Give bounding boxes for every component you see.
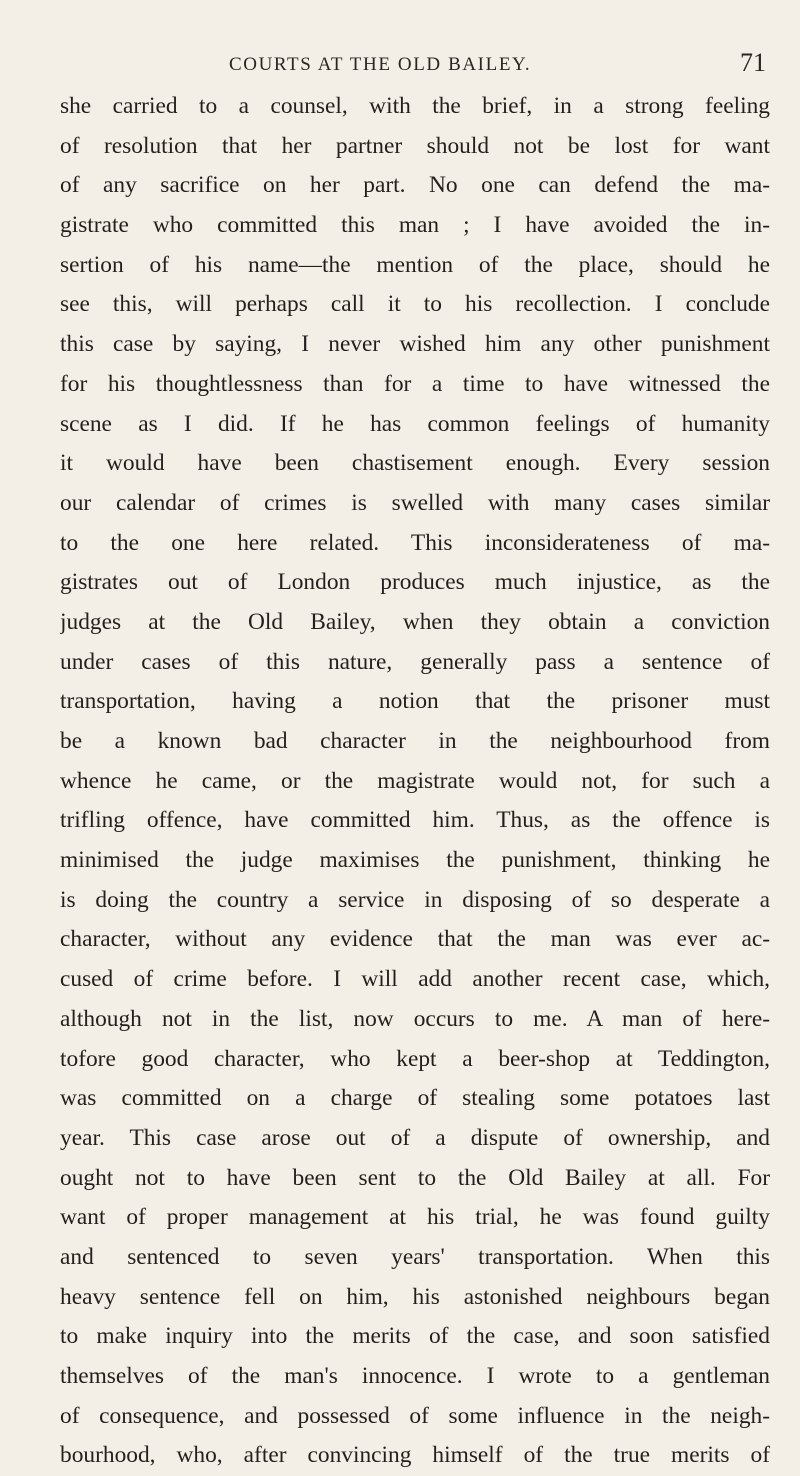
text-line: whence he came, or the magistrate would not, for such a xyxy=(60,767,770,794)
page-number: 71 xyxy=(740,48,766,77)
text-line: under cases of this nature, generally pass a sentence of xyxy=(60,648,770,675)
text-line: she carried to a counsel, with the brief, in a strong feeling xyxy=(60,93,770,119)
text-line: and sentenced to seven years' transportation. When this xyxy=(60,1243,770,1270)
text-line: our calendar of crimes is swelled with many cases similar xyxy=(60,489,770,516)
text-line: is doing the country a service in disposing of so desperate a xyxy=(60,886,770,913)
text-line: year. This case arose out of a dispute of ownership, and xyxy=(60,1124,770,1151)
text-line: for his thoughtlessness than for a time to have witnessed the xyxy=(60,370,770,397)
text-line: bourhood, who, after convincing himself of the true merits of xyxy=(60,1442,770,1469)
text-line: judges at the Old Bailey, when they obtain a conviction xyxy=(60,608,770,635)
text-line: tofore good character, who kept a beer-shop at Teddington, xyxy=(60,1045,770,1072)
text-line: although not in the list, now occurs to me. A man of here- xyxy=(60,1005,770,1032)
text-line: gistrates out of London produces much injustice, as the xyxy=(60,569,770,596)
text-line: it would have been chastisement enough. Every session xyxy=(60,450,770,477)
text-line: minimised the judge maximises the punishment, thinking he xyxy=(60,847,770,874)
text-line: transportation, having a notion that the prisoner must xyxy=(60,688,770,715)
text-line: sertion of his name—the mention of the place, should he xyxy=(60,251,770,278)
text-line: this case by saying, I never wished him any other punishment xyxy=(60,331,770,358)
text-line: be a known bad character in the neighbourhood from xyxy=(60,728,770,754)
body-text xyxy=(60,87,770,1476)
text-line: see this, will perhaps call it to his recollection. I conclude xyxy=(60,291,770,318)
text-line: character, without any evidence that the man was ever ac- xyxy=(60,926,770,953)
text-line: was committed on a charge of stealing some potatoes last xyxy=(60,1085,770,1112)
running-head: COURTS AT THE OLD BAILEY. xyxy=(229,54,532,75)
text-line: of any sacrifice on her part. No one can defend the ma- xyxy=(60,172,770,199)
text-line: heavy sentence fell on him, his astonished neighbours began xyxy=(60,1283,770,1310)
text-line: gistrate who committed this man ; I have avoided the in- xyxy=(60,212,770,239)
text-line: ought not to have been sent to the Old Bailey at all. For xyxy=(60,1164,770,1191)
text-line: cused of crime before. I will add another recent case, which, xyxy=(60,966,770,993)
text-line: trifling offence, have committed him. Thus, as the offence is xyxy=(60,807,770,834)
text-line: of consequence, and possessed of some influence in the neigh- xyxy=(60,1402,770,1429)
text-line: scene as I did. If he has common feelings of humanity xyxy=(60,410,770,437)
text-line: to the one here related. This inconsiderateness of ma- xyxy=(60,529,770,556)
text-line: want of proper management at his trial, he was found guilty xyxy=(60,1204,770,1231)
text-line: of resolution that her partner should not be lost for want xyxy=(60,132,770,159)
text-line: to make inquiry into the merits of the case, and soon satisfied xyxy=(60,1323,770,1350)
text-line: themselves of the man's innocence. I wrote to a gentleman xyxy=(60,1363,770,1389)
